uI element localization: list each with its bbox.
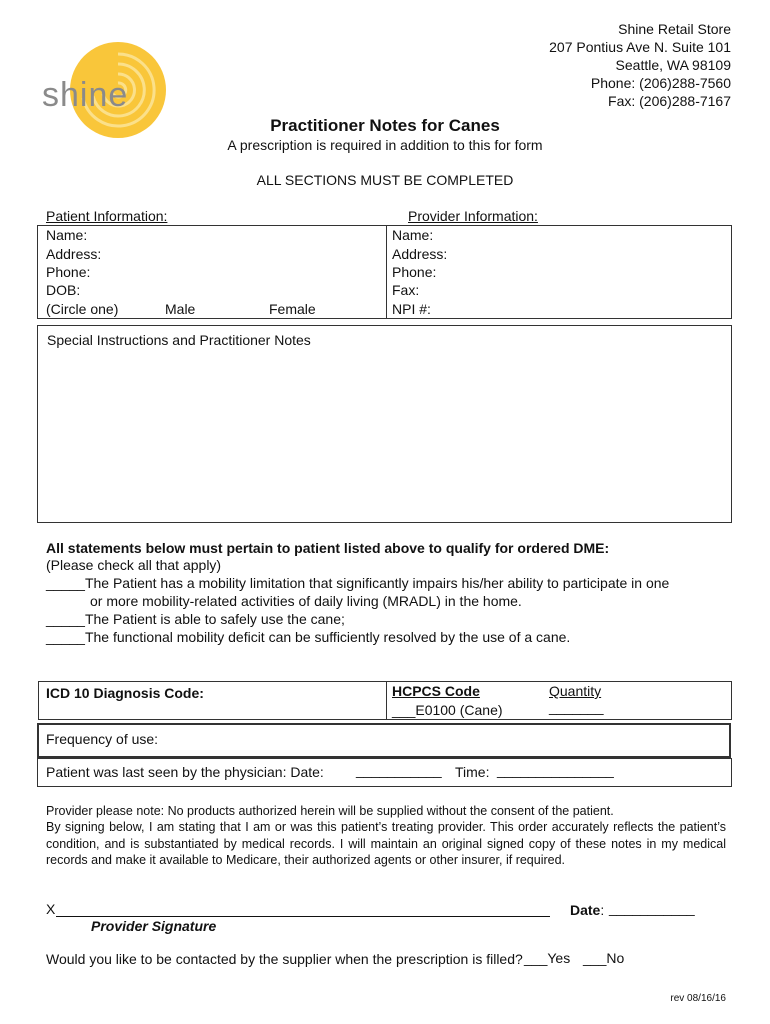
patient-gender-circle-label: (Circle one): [46, 301, 119, 317]
provider-note-line1: Provider please note: No products authorized herein will be supplied without the consent of the patient.: [46, 804, 614, 818]
info-divider: [386, 225, 387, 318]
store-address1: 207 Pontius Ave N. Suite 101: [549, 39, 731, 55]
patient-heading: Patient Information:: [46, 208, 168, 224]
contact-question: Would you like to be contacted by the supplier when the prescription is filled?: [46, 951, 523, 967]
hcpcs-cane-option[interactable]: [392, 702, 503, 718]
store-address2: Seattle, WA 98109: [615, 57, 731, 73]
store-phone: Phone: (206)288-7560: [590, 75, 731, 91]
provider-name-field[interactable]: [392, 226, 433, 244]
last-seen-label: Patient was last seen by the physician: Date:: [46, 764, 324, 780]
contact-yes-label: Yes: [547, 950, 571, 966]
contact-yes-blank[interactable]: ___: [524, 950, 548, 966]
signature-date-colon: :: [600, 902, 605, 918]
quantity-label: Quantity: [549, 683, 602, 699]
patient-name-label: Name:: [46, 227, 88, 243]
statement-3-checkbox[interactable]: _____: [46, 629, 85, 645]
contact-no-option[interactable]: [583, 950, 624, 966]
provider-heading: Provider Information:: [408, 208, 538, 224]
patient-dob-field[interactable]: [46, 281, 80, 299]
statement-2: [46, 611, 345, 627]
provider-note-line2: By signing below, I am stating that I am or was this patient’s treating provider. This order accurately reflects the patient’s condition, and is substantiated by medical records. I will maintain an original signed copy of these notes in my medical records and make it available to Medicare, their authorized agents or other insurer, if required.: [46, 820, 726, 867]
patient-dob-label: DOB:: [46, 282, 81, 298]
provider-phone-label: Phone:: [392, 264, 437, 280]
signature-date-field[interactable]: ___________: [609, 900, 695, 916]
patient-address-field[interactable]: [46, 245, 101, 263]
statement-2-checkbox[interactable]: _____: [46, 611, 85, 627]
provider-note: [46, 803, 726, 868]
hcpcs-label: HCPCS Code: [392, 683, 480, 699]
hcpcs-cane-blank[interactable]: ___: [392, 702, 416, 718]
gender-female-option[interactable]: Female: [269, 301, 316, 317]
patient-phone-field[interactable]: [46, 263, 90, 281]
statement-1: [46, 575, 669, 591]
last-seen-date-field[interactable]: ___________: [356, 762, 442, 778]
notes-textarea[interactable]: [37, 325, 732, 523]
contact-yes-option[interactable]: [524, 950, 570, 966]
logo-text: shine: [42, 76, 129, 114]
form-subtitle: A prescription is required in addition to this for form: [227, 137, 543, 153]
hcpcs-cane-value: E0100 (Cane): [415, 702, 503, 718]
statements-check-note: (Please check all that apply): [46, 557, 222, 573]
provider-address-label: Address:: [392, 246, 448, 262]
provider-npi-label: NPI #:: [392, 301, 431, 317]
frequency-label: Frequency of use:: [46, 731, 159, 747]
signature-line[interactable]: [56, 900, 550, 917]
codes-divider: [386, 681, 387, 719]
signature-x: X: [46, 901, 56, 917]
contact-no-blank[interactable]: ___: [583, 950, 607, 966]
store-info: [549, 20, 731, 110]
statement-1-text: The Patient has a mobility limitation that significantly impairs his/her ability to participate in one: [84, 575, 670, 591]
signature-label: Provider Signature: [91, 918, 217, 934]
patient-address-label: Address:: [46, 246, 102, 262]
statements-heading: All statements below must pertain to patient listed above to qualify for ordered DME:: [46, 540, 610, 556]
contact-no-label: No: [606, 950, 625, 966]
patient-name-field[interactable]: [46, 226, 87, 244]
provider-npi-field[interactable]: [392, 300, 431, 318]
statement-3-text: The functional mobility deficit can be sufficiently resolved by the use of a cane.: [84, 629, 571, 645]
provider-fax-field[interactable]: [392, 281, 419, 299]
last-seen-time-label: Time:: [455, 764, 490, 780]
info-table: [37, 225, 732, 319]
statement-2-text: The Patient is able to safely use the cane;: [84, 611, 345, 627]
store-name: Shine Retail Store: [618, 21, 731, 37]
statement-1-continued: or more mobility-related activities of daily living (MRADL) in the home.: [90, 593, 522, 609]
quantity-field[interactable]: _______: [549, 699, 604, 715]
statement-3: [46, 629, 570, 645]
gender-male-option[interactable]: Male: [165, 301, 196, 317]
icd-code-label: ICD 10 Diagnosis Code:: [46, 685, 204, 701]
provider-phone-field[interactable]: [392, 263, 436, 281]
revision-label: rev 08/16/16: [670, 993, 726, 1004]
store-fax: Fax: (206)288-7167: [608, 93, 731, 109]
provider-address-field[interactable]: [392, 245, 447, 263]
provider-name-label: Name:: [392, 227, 434, 243]
patient-phone-label: Phone:: [46, 264, 91, 280]
statement-1-checkbox[interactable]: _____: [46, 575, 85, 591]
last-seen-time-field[interactable]: _______________: [497, 762, 614, 778]
required-note: ALL SECTIONS MUST BE COMPLETED: [256, 172, 514, 188]
icd-code-field[interactable]: [46, 685, 204, 701]
form-title: Practitioner Notes for Canes: [270, 116, 500, 135]
provider-fax-label: Fax:: [392, 282, 420, 298]
signature-date-label: Date: [570, 902, 601, 918]
notes-label: Special Instructions and Practitioner Notes: [47, 332, 311, 348]
